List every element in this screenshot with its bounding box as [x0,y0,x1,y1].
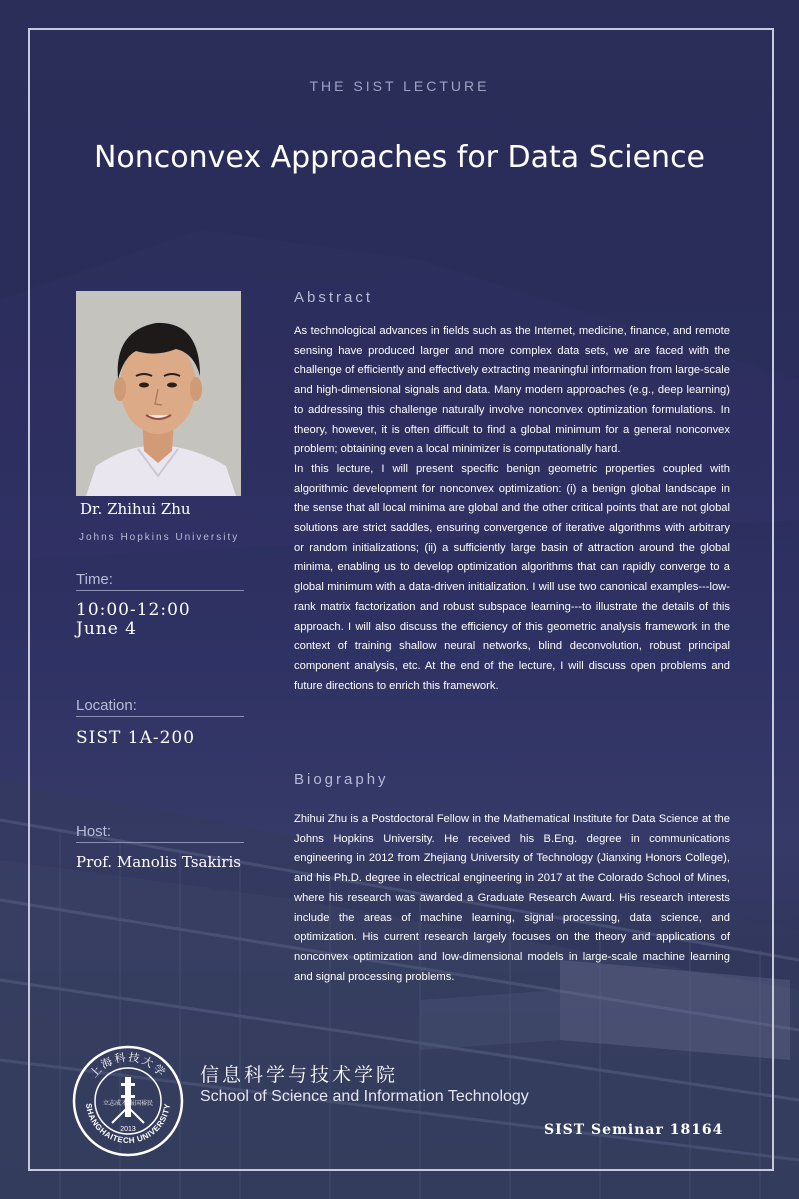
school-name-chinese: 信息科学与技术学院 [200,1064,399,1086]
location-value: SIST 1A-200 [76,728,196,748]
time-hours: 10:00-12:00 [76,600,191,620]
location-label: Location: [76,697,244,717]
logo-year: 2013 [120,1126,136,1133]
logo-ring-top: 上海科技大学 [87,1050,169,1081]
logo-ring-bottom: SHANGHAITECH UNIVERSITY [84,1102,172,1146]
host-label: Host: [76,823,244,843]
logo-center-motto: 立志成才 报国裕民 [103,1100,153,1107]
speaker-affiliation: Johns Hopkins University [79,532,240,543]
host-value: Prof. Manolis Tsakiris [76,853,242,871]
abstract-paragraph-1: As technological advances in fields such as the Internet, medicine, finance, and remote sensing have produced larger and more complex data sets, we are faced with the challenge of efficiently and effectively extracting meaningful information from large-scale and high-dimensional signals and data. Many modern approaches (e.g., deep learning) to addressing this challenge naturally involve nonconvex optimization formulations. In theory, however, it is often difficult to find a global minimum for a general nonconvex problem; obtaining even a local minimizer is computationally hard. [294,325,730,456]
abstract-text [294,322,730,696]
abstract-heading: Abstract [294,289,374,306]
speaker-name: Dr. Zhihui Zhu [80,500,191,518]
seminar-number: SIST Seminar 18164 [544,1122,724,1138]
biography-paragraph: Zhihui Zhu is a Postdoctoral Fellow in the Mathematical Institute for Data Science at the Johns Hopkins University. He received his B.Eng. degree in communications engineering in 2012 from Zhejiang University of Technology (Jianxing Honors College), and his Ph.D. degree in electrical engineering in 2017 at the Colorado School of Mines, where his research was awarded a Graduate Research Award. His research interests include the areas of machine learning, signal processing, data science, and optimization. His current research largely focuses on the theory and applications of nonconvex optimization and low-dimensional models in large-scale machine learning and signal processing problems. [294,813,730,983]
lecture-kicker: THE SIST LECTURE [309,78,490,94]
school-name-english: School of Science and Information Technology [200,1088,529,1105]
lecture-title: Nonconvex Approaches for Data Science [93,140,706,175]
speaker-photo [76,291,241,496]
time-label: Time: [76,571,244,591]
time-date: June 4 [76,619,137,639]
shanghaitech-seal-icon [72,1045,184,1157]
abstract-paragraph-2: In this lecture, I will present specific benign geometric properties coupled with algorithmic development for nonconvex optimization: (i) a benign global landscape in the sense that all local minima are global and the other critical points that are not global solutions are strict saddles, ensuring convergence of iterative algorithms with arbitrary or random initializations; (ii) a sufficiently large basin of attraction around the global minima, enabling us to develop optimization algorithms that can rapidly converge to a global minimum with a data-driven initialization. I will use two canonical examples---low-rank matrix factorization and robust subspace learning---to illustrate the details of this approach. I will also discuss the efficiency of this geometric analysis framework in the context of training shallow neural networks, blind deconvolution, robust principal component analysis, etc. At the end of the lecture, I will discuss open problems and future directions to enrich this framework. [294,462,730,692]
biography-heading: Biography [294,771,389,788]
biography-text [294,810,730,987]
